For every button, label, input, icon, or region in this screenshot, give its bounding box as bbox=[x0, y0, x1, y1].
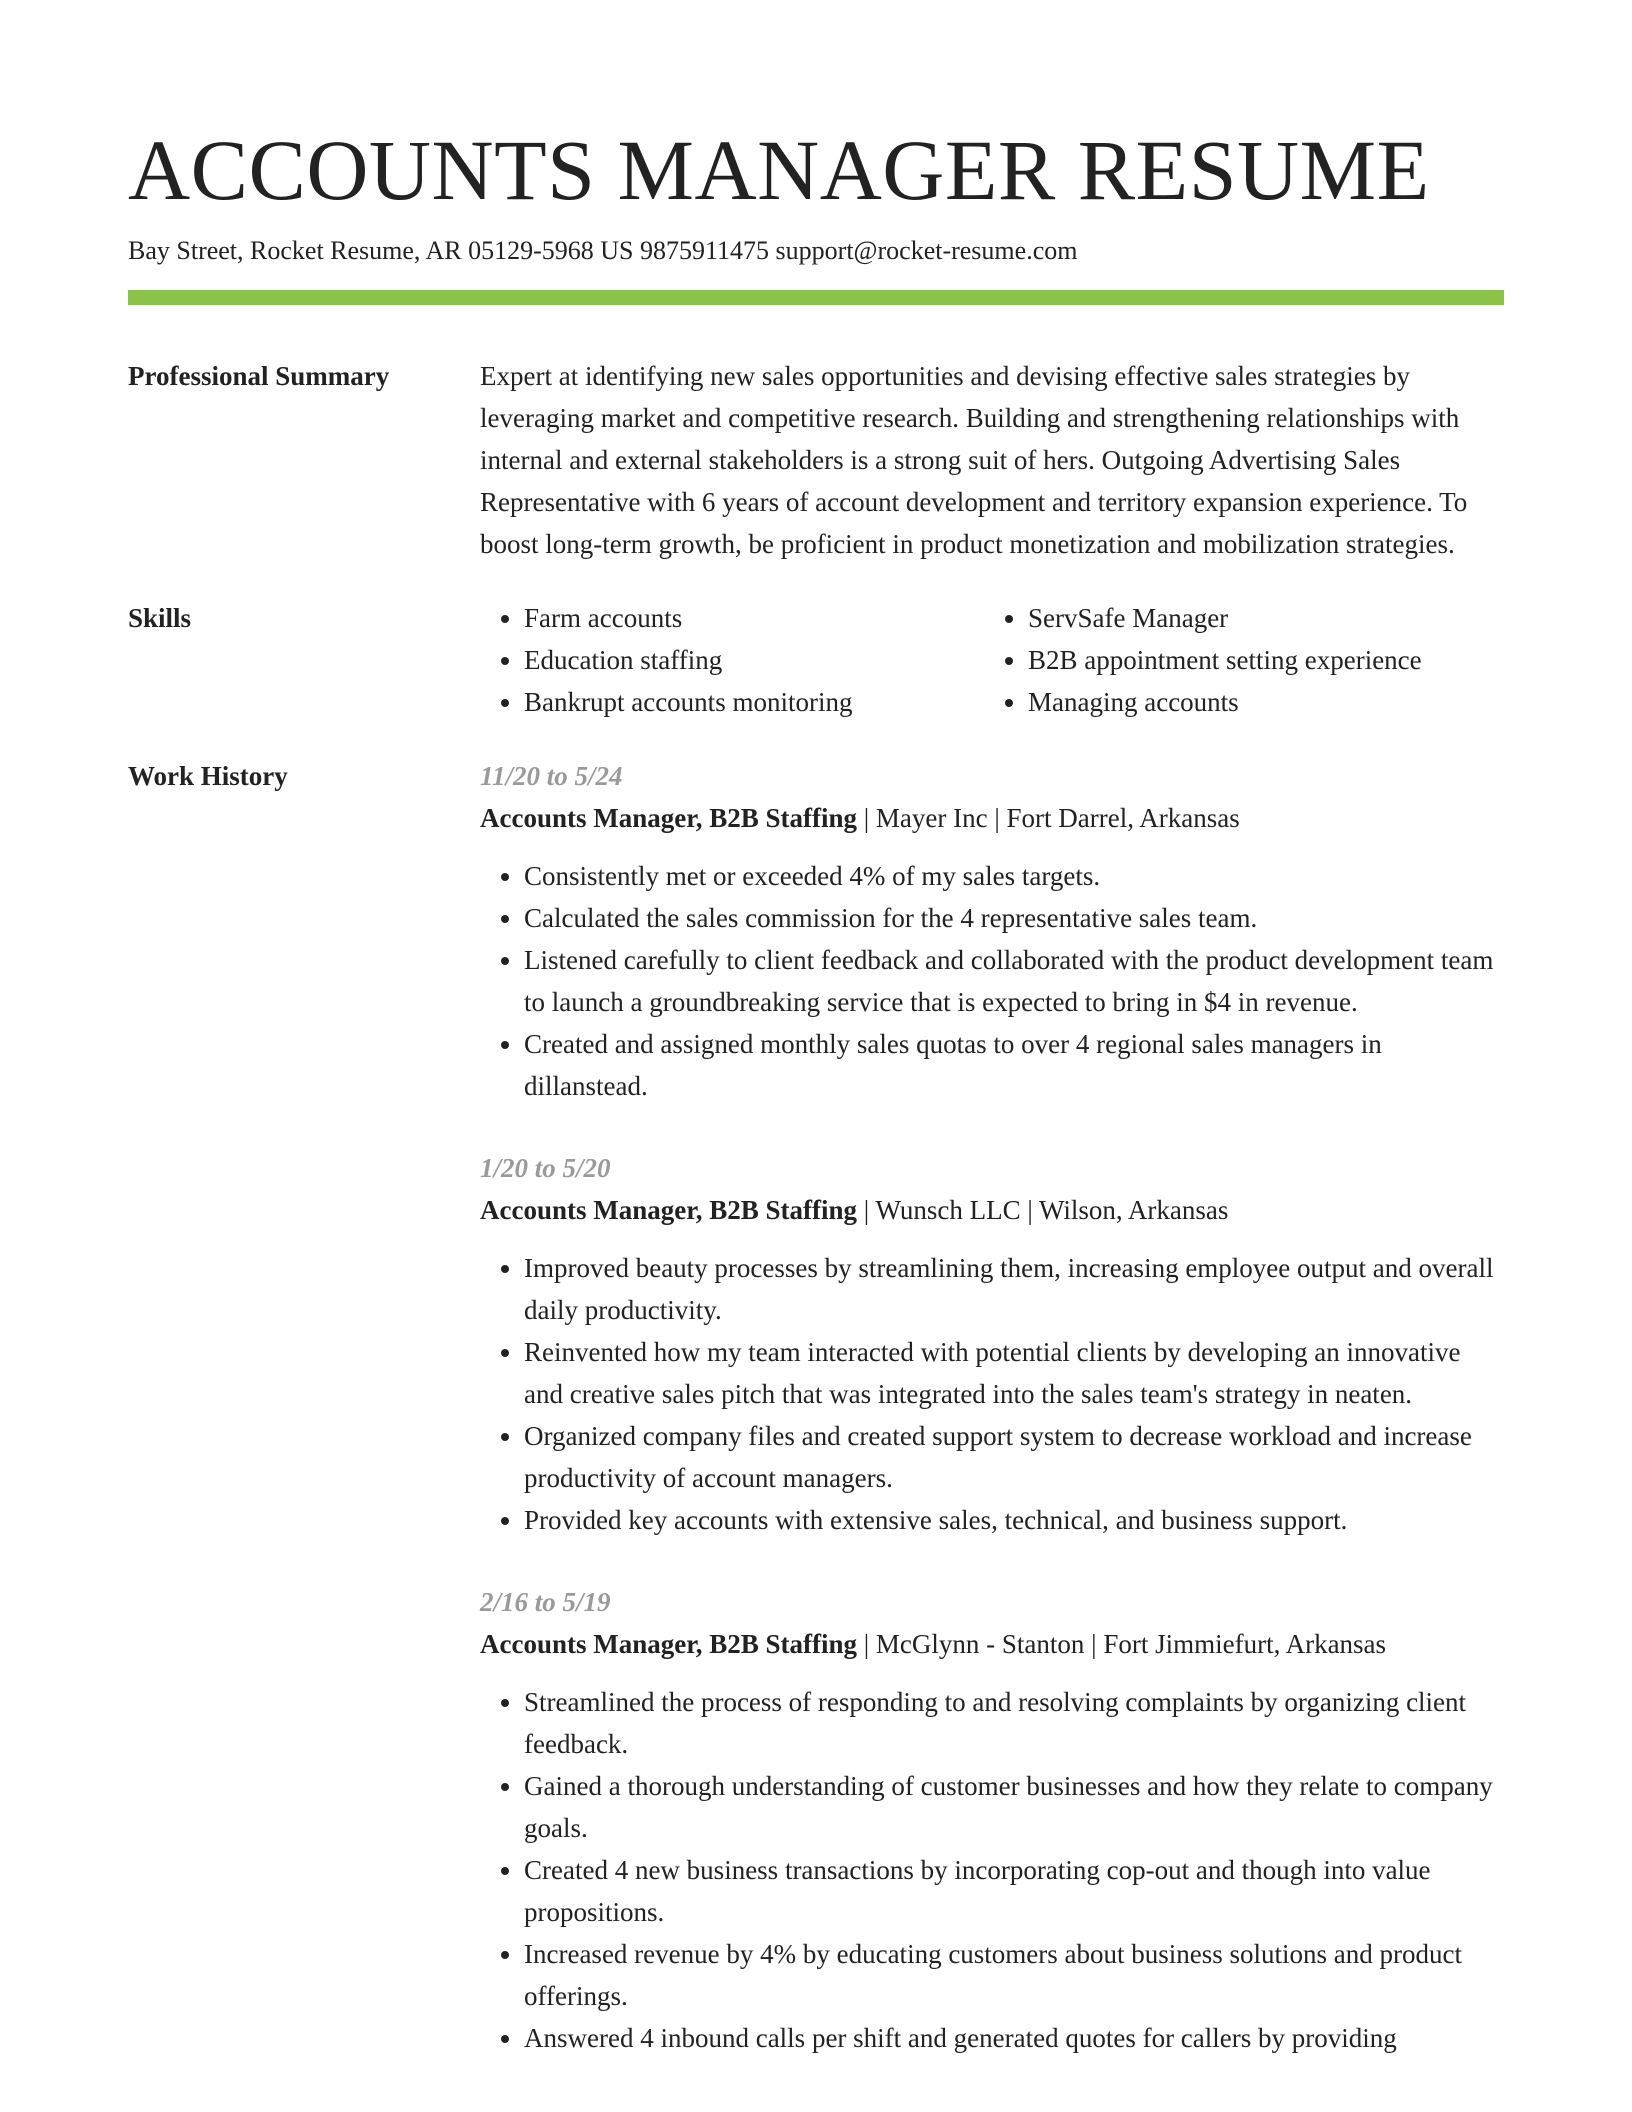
job-title: Accounts Manager, B2B Staffing bbox=[480, 1629, 858, 1659]
job-heading bbox=[480, 1189, 1504, 1231]
separator: | bbox=[857, 1195, 876, 1225]
job-location: Wilson, Arkansas bbox=[1039, 1195, 1229, 1225]
job-company: Mayer Inc bbox=[875, 803, 988, 833]
summary-text: Expert at identifying new sales opportunities and devising effective sales strategies by leveraging market and competitive research. Building and strengthening relationships with internal and external stakeholders is a strong suit of hers. Outgoing Advertising Sales Representative with 6 years of account development and territory expansion experience. To boost long-term growth, be proficient in product monetization and mobilization strategies. bbox=[480, 361, 1468, 559]
professional-summary-section bbox=[128, 355, 1504, 565]
job-duties-list bbox=[480, 1247, 1504, 1541]
accent-divider bbox=[128, 290, 1504, 305]
duty-item: • Listened carefully to client feedback and collaborated with the product development team to launch a groundbreaking service that is expected to bring in $4 in revenue. bbox=[524, 939, 1504, 1023]
job-entry bbox=[480, 1581, 1504, 2059]
duty-item: • Streamlined the process of responding to and resolving complaints by organizing client feedback. bbox=[524, 1681, 1504, 1765]
job-duties-list bbox=[480, 1681, 1504, 2059]
skill-item: • Managing accounts bbox=[1028, 681, 1504, 723]
duty-item: • Consistently met or exceeded 4% of my sales targets. bbox=[524, 855, 1504, 897]
job-location: Fort Darrel, Arkansas bbox=[1006, 803, 1240, 833]
separator: | bbox=[857, 1629, 876, 1659]
skills-list-right bbox=[984, 597, 1504, 723]
duty-item: • Improved beauty processes by streamlining them, increasing employee output and overall daily productivity. bbox=[524, 1247, 1504, 1331]
job-entry bbox=[480, 1147, 1504, 1541]
separator: | bbox=[1084, 1629, 1104, 1659]
job-heading bbox=[480, 797, 1504, 839]
job-company: Wunsch LLC bbox=[875, 1195, 1021, 1225]
duty-item: • Answered 4 inbound calls per shift and generated quotes for callers by providing bbox=[524, 2017, 1504, 2059]
job-heading bbox=[480, 1623, 1504, 1665]
work-history-section bbox=[128, 755, 1504, 2099]
duty-item: • Created 4 new business transactions by incorporating cop-out and though into value propositions. bbox=[524, 1849, 1504, 1933]
duty-item: • Organized company files and created support system to decrease workload and increase productivity of account managers. bbox=[524, 1415, 1504, 1499]
section-label-skills: Skills bbox=[128, 603, 192, 633]
section-label-work-history: Work History bbox=[128, 761, 288, 791]
skills-list-left bbox=[480, 597, 984, 723]
skill-item: • B2B appointment setting experience bbox=[1028, 639, 1504, 681]
duty-item: • Gained a thorough understanding of customer businesses and how they relate to company goals. bbox=[524, 1765, 1504, 1849]
duty-item: • Calculated the sales commission for the 4 representative sales team. bbox=[524, 897, 1504, 939]
separator: | bbox=[1020, 1195, 1039, 1225]
section-label-summary: Professional Summary bbox=[128, 361, 390, 391]
duty-item: • Reinvented how my team interacted with potential clients by developing an innovative and creative sales pitch that was integrated into the sales team's strategy in neaten. bbox=[524, 1331, 1504, 1415]
contact-line: Bay Street, Rocket Resume, AR 05129-5968 US 9875911475 support@rocket-resume.com bbox=[128, 236, 1078, 265]
job-location: Fort Jimmiefurt, Arkansas bbox=[1103, 1629, 1387, 1659]
duty-item: • Increased revenue by 4% by educating customers about business solutions and product offerings. bbox=[524, 1933, 1504, 2017]
skill-item: • Bankrupt accounts monitoring bbox=[524, 681, 984, 723]
skill-item: • ServSafe Manager bbox=[1028, 597, 1504, 639]
skill-item: • Education staffing bbox=[524, 639, 984, 681]
skill-item: • Farm accounts bbox=[524, 597, 984, 639]
resume-title: ACCOUNTS MANAGER RESUME bbox=[128, 122, 1430, 218]
duty-item: • Created and assigned monthly sales quotas to over 4 regional sales managers in dillanstead. bbox=[524, 1023, 1504, 1107]
separator: | bbox=[857, 803, 876, 833]
job-company: McGlynn - Stanton bbox=[875, 1629, 1085, 1659]
separator: | bbox=[987, 803, 1007, 833]
duty-item: • Provided key accounts with extensive sales, technical, and business support. bbox=[524, 1499, 1504, 1541]
skills-section bbox=[128, 597, 1504, 723]
job-dates: 2/16 to 5/19 bbox=[480, 1587, 611, 1617]
job-duties-list bbox=[480, 855, 1504, 1107]
job-entry bbox=[480, 755, 1504, 1107]
job-title: Accounts Manager, B2B Staffing bbox=[480, 803, 858, 833]
job-title: Accounts Manager, B2B Staffing bbox=[480, 1195, 858, 1225]
job-dates: 1/20 to 5/20 bbox=[480, 1153, 611, 1183]
job-dates: 11/20 to 5/24 bbox=[480, 761, 623, 791]
resume-page bbox=[128, 118, 1504, 2099]
